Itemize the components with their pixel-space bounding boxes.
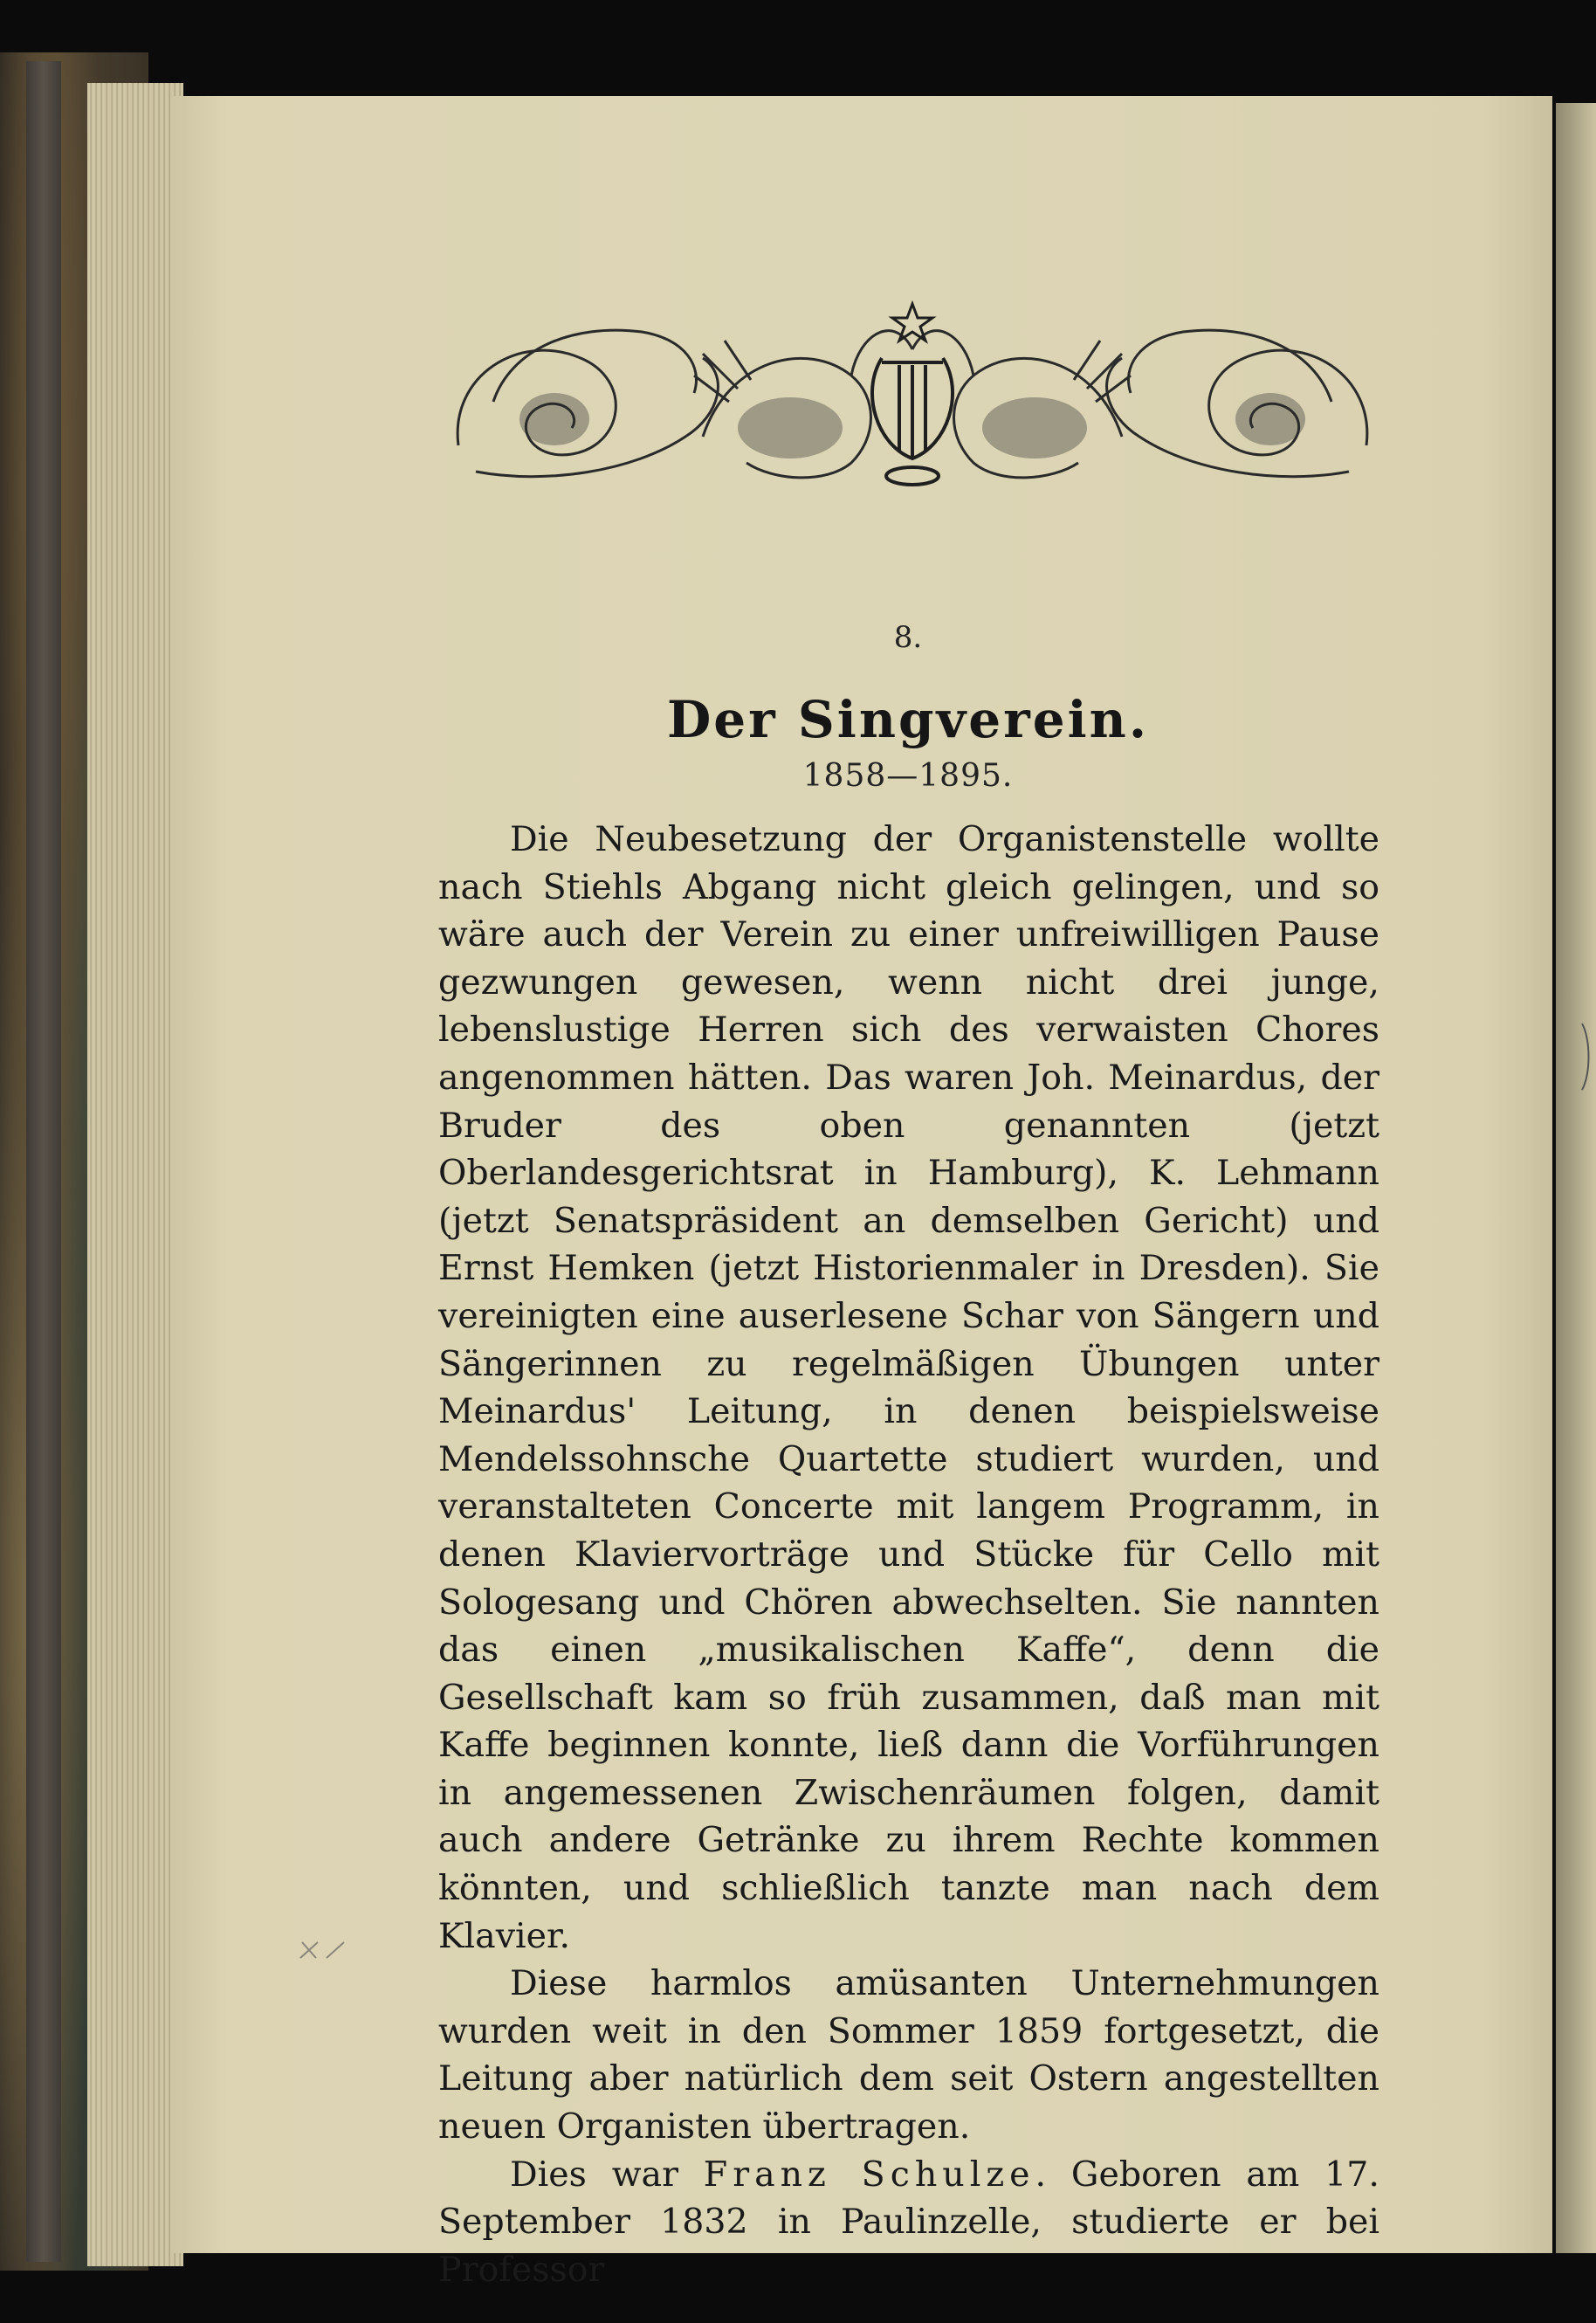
adjacent-page-strip (1556, 103, 1596, 2253)
book-spine-edge (26, 61, 61, 2262)
stacked-page-edges (87, 83, 183, 2266)
pencil-mark-icon (297, 1939, 349, 1961)
margin-bracket-icon (1580, 1022, 1593, 1092)
person-name-franz-schulze: Franz Schulze (703, 2154, 1035, 2195)
paragraph-3 (438, 2151, 1379, 2294)
chapter-title: Der Singverein. (666, 690, 1150, 749)
paragraph-3-start: Dies war (510, 2154, 704, 2195)
paragraph-2: Diese harmlos amüsanten Unternehmungen wurden weit in den Sommer 1859 fortgesetzt, die Leitung aber natürlich dem seit Ostern angestellten neuen Organisten übertragen. (438, 1963, 1379, 2147)
lyre-swan-ornament (441, 297, 1384, 507)
paragraph-1: Die Neubesetzung der Organistenstelle wollte nach Stiehls Abgang nicht gleich gelingen, und so wäre auch der Verein zu einer unfreiwilligen Pause gezwungen gewesen, wenn nicht drei junge, lebenslustige Herren sich des verwaisten Chores angenommen hätten. Das waren Joh. Meinardus, der Bruder des oben genannten (jetzt Oberlandesgerichtsrat in Hamburg), K. Lehmann (jetzt Senatspräsident an demselben Gericht) und Ernst Hemken (jetzt Historienmaler in Dresden). Sie vereinigten eine auserlesene Schar von Sängern und Sängerinnen zu regelmäßigen Übungen unter Meinardus' Leitung, in denen beispielsweise Mendelssohnsche Quartette studiert wurden, und veranstalteten Concerte mit langem Programm, in denen Klaviervorträge und Stücke für Cello mit Sologesang und Chören abwechselten. Sie nannten das einen „musikalischen Kaffe“, denn die Gesellschaft kam so früh zusammen, daß man mit Kaffe beginnen konnte, ließ dann die Vorführungen in angemessenen Zwischenräumen folgen, damit auch andere Getränke zu ihrem Rechte kommen könnten, und schließlich tanzte man nach dem Klavier. (438, 819, 1379, 1956)
paragraph-3-rest: . Geboren am 17. September 1832 in Paulinzelle, studierte er bei Professor (438, 2154, 1379, 2290)
chapter-years: 1858—1895. (802, 758, 1014, 794)
chapter-body (438, 816, 1379, 2293)
chapter-number: 8. (893, 620, 923, 655)
